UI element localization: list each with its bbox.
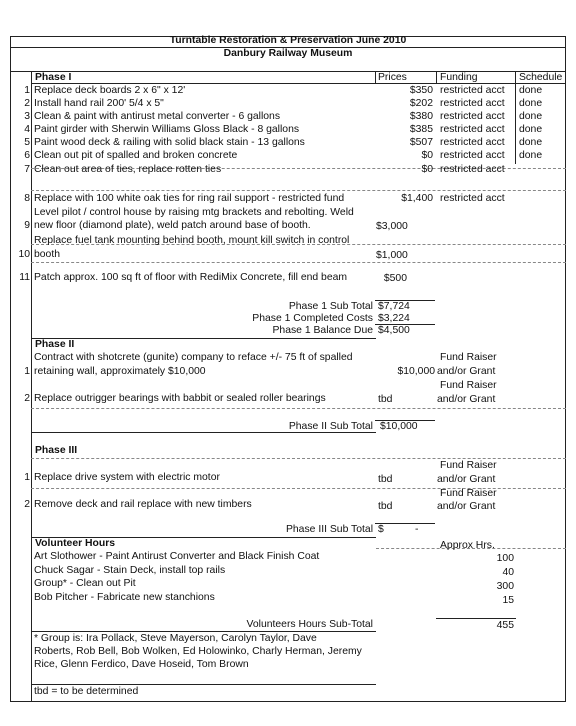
row-description-line: Replace fuel tank mounting behind booth, mount kill switch in control bbox=[34, 235, 350, 246]
row-description: Patch approx. 100 sq ft of floor with RediMix Concrete, fill end beam bbox=[34, 272, 348, 283]
volunteer-hours: 15 bbox=[502, 595, 514, 606]
row-description: Remove deck and rail replace with new timbers bbox=[34, 499, 252, 510]
funding-column-header: Funding bbox=[440, 72, 478, 83]
row-description: Replace with 100 white oak ties for ring rail support - restricted fund bbox=[34, 193, 345, 204]
row-price: $3,000 bbox=[376, 221, 408, 232]
row-separator bbox=[31, 458, 566, 459]
volunteer-subtotal-line bbox=[436, 618, 516, 619]
row-description: Clean out area of ties, replace rotten ties bbox=[34, 164, 222, 175]
row-schedule: done bbox=[519, 150, 543, 161]
row-funding-line: Fund Raiser bbox=[440, 380, 497, 391]
row-number: 1 bbox=[24, 472, 30, 483]
row-price: $507 bbox=[409, 137, 433, 148]
phase1-subtotal-value: $7,724 bbox=[378, 301, 410, 312]
row-price: tbd bbox=[378, 501, 393, 512]
row-number: 2 bbox=[24, 98, 30, 109]
row-number: 4 bbox=[24, 124, 30, 135]
row-number: 11 bbox=[19, 272, 30, 283]
row-description: Replace outrigger bearings with babbit or sealed roller bearings bbox=[34, 393, 326, 404]
header-bottom-line bbox=[10, 71, 566, 72]
row-funding: restricted acct bbox=[440, 164, 505, 175]
row-description-line: Level pilot / control house by raising mtg brackets and rebolting. Weld bbox=[34, 207, 354, 218]
row-number: 1 bbox=[24, 366, 30, 377]
row-number: 2 bbox=[24, 393, 30, 404]
row-funding-line: Fund Raiser bbox=[440, 460, 497, 471]
row-price: $1,000 bbox=[376, 250, 408, 261]
row-schedule: done bbox=[519, 111, 543, 122]
volunteer-heading: Volunteer Hours bbox=[35, 538, 116, 549]
phase3-heading: Phase III bbox=[35, 445, 78, 456]
row-funding: restricted acct bbox=[440, 137, 505, 148]
phase1-balance-label: Phase 1 Balance Due bbox=[272, 325, 373, 336]
phase1-balance-value: $4,500 bbox=[378, 325, 410, 336]
row-price: $202 bbox=[409, 98, 433, 109]
phase2-subtotal-value: $10,000 bbox=[380, 421, 418, 432]
row-funding: restricted acct bbox=[440, 150, 505, 161]
col-divider-num bbox=[31, 71, 32, 702]
row-funding: restricted acct bbox=[440, 124, 505, 135]
row-number: 6 bbox=[24, 150, 30, 161]
row-description-line: new floor (diamond plate), weld patch around base of booth. bbox=[34, 220, 311, 231]
schedule-column-header: Schedule bbox=[519, 72, 563, 83]
row-description: Replace deck boards 2 x 6" x 12' bbox=[34, 85, 186, 96]
volunteer-hours: 300 bbox=[496, 581, 514, 592]
phase1-end-line bbox=[31, 338, 376, 339]
row-price: $380 bbox=[409, 111, 433, 122]
row-schedule: done bbox=[519, 137, 543, 148]
row-description: Install hand rail 200' 5/4 x 5" bbox=[34, 98, 164, 109]
volunteer-hours: 100 bbox=[496, 553, 514, 564]
phase3-subtotal-label: Phase III Sub Total bbox=[285, 524, 373, 535]
row-number: 5 bbox=[24, 137, 30, 148]
row-funding: restricted acct bbox=[440, 111, 505, 122]
document-subtitle: Danbury Railway Museum bbox=[223, 48, 353, 59]
row-number: 9 bbox=[24, 220, 30, 231]
phase1-subtotal-label: Phase 1 Sub Total bbox=[288, 301, 373, 312]
notes-line bbox=[31, 631, 376, 632]
phase1-completed-label: Phase 1 Completed Costs bbox=[252, 313, 373, 324]
row-funding-line: Fund Raiser bbox=[440, 352, 497, 363]
row-description: Paint girder with Sherwin Williams Gloss Black - 8 gallons bbox=[34, 124, 300, 135]
row-funding-line: and/or Grant bbox=[437, 501, 496, 512]
group-members-note: * Group is: Ira Pollack, Steve Mayerson, Carolyn Taylor, Dave bbox=[34, 633, 317, 644]
volunteer-name-task: Art Slothower - Paint Antirust Converter and Black Finish Coat bbox=[34, 551, 320, 562]
row-separator bbox=[31, 408, 566, 409]
volunteer-name-task: Group* - Clean out Pit bbox=[34, 578, 136, 589]
row-number: 8 bbox=[24, 193, 30, 204]
col-divider-schedule bbox=[515, 71, 516, 164]
volunteer-hours: 40 bbox=[502, 567, 514, 578]
phase1-heading: Phase I bbox=[35, 72, 72, 83]
footer-line bbox=[31, 684, 376, 685]
row-price: $385 bbox=[409, 124, 433, 135]
volunteer-name-task: Chuck Sagar - Stain Deck, install top rails bbox=[34, 565, 226, 576]
volunteer-hours-header: Approx Hrs. bbox=[440, 540, 495, 551]
volunteer-subtotal-value: 455 bbox=[496, 620, 514, 631]
row-price: $0 bbox=[421, 150, 433, 161]
row-price: $500 bbox=[383, 273, 407, 284]
group-members-note: Rice, Glenn Ferdico, Dave Hoseid, Tom Brown bbox=[34, 659, 249, 670]
row-price: tbd bbox=[378, 394, 393, 405]
row-description: Paint wood deck & railing with solid black stain - 13 gallons bbox=[34, 137, 305, 148]
row-description-line: Contract with shotcrete (gunite) company to reface +/- 75 ft of spalled bbox=[34, 352, 353, 363]
row-funding-line: Fund Raiser bbox=[440, 488, 497, 499]
group-members-note: Roberts, Rob Bell, Bob Wolken, Ed Holowinko, Charly Herman, Jeremy bbox=[34, 646, 362, 657]
row-price: $0 bbox=[421, 164, 433, 175]
volunteer-subtotal-label: Volunteers Hours Sub-Total bbox=[246, 619, 373, 630]
row-price: $10,000 bbox=[397, 366, 435, 377]
row-price: $1,400 bbox=[401, 193, 433, 204]
row-description-line: retaining wall, approximately $10,000 bbox=[34, 366, 206, 377]
row-description: Clean out pit of spalled and broken concrete bbox=[34, 150, 238, 161]
phase2-heading: Phase II bbox=[35, 339, 75, 350]
row-separator bbox=[31, 190, 566, 191]
phase3-subtotal-value: - bbox=[415, 524, 419, 535]
row-price: tbd bbox=[378, 474, 393, 485]
phase1-completed-value: $3,224 bbox=[378, 313, 410, 324]
row-description-line: booth bbox=[34, 249, 61, 260]
phase2-subtotal-label: Phase II Sub Total bbox=[288, 421, 373, 432]
row-funding-line: and/or Grant bbox=[437, 474, 496, 485]
row-number: 2 bbox=[24, 499, 30, 510]
prices-column-header: Prices bbox=[378, 72, 407, 83]
tbd-note: tbd = to be determined bbox=[34, 686, 139, 697]
row-funding-line: and/or Grant bbox=[437, 394, 496, 405]
row-funding: restricted acct bbox=[440, 98, 505, 109]
row-number: 1 bbox=[24, 85, 30, 96]
phase3-subtotal-line bbox=[375, 523, 435, 524]
volunteer-name-task: Bob Pitcher - Fabricate new stanchions bbox=[34, 592, 215, 603]
row-schedule: done bbox=[519, 124, 543, 135]
row-price: $350 bbox=[409, 85, 433, 96]
row-number: 3 bbox=[24, 111, 30, 122]
row-funding: restricted acct bbox=[440, 85, 505, 96]
row-description: Replace drive system with electric motor bbox=[34, 472, 220, 483]
row-separator bbox=[31, 262, 566, 263]
row-schedule: done bbox=[519, 85, 543, 96]
row-funding: restricted acct bbox=[440, 193, 505, 204]
row-number: 10 bbox=[18, 249, 30, 260]
row-number: 7 bbox=[24, 164, 30, 175]
phase1-line bbox=[31, 83, 566, 84]
row-funding-line: and/or Grant bbox=[437, 366, 496, 377]
col-divider-prices bbox=[375, 71, 376, 83]
row-schedule: done bbox=[519, 98, 543, 109]
phase3-subtotal-currency: $ bbox=[378, 524, 384, 535]
col-divider-funding bbox=[436, 71, 437, 83]
row-description: Clean & paint with antirust metal converter - 6 gallons bbox=[34, 111, 281, 122]
document-title: Turntable Restoration & Preservation June 2010 bbox=[169, 35, 407, 46]
